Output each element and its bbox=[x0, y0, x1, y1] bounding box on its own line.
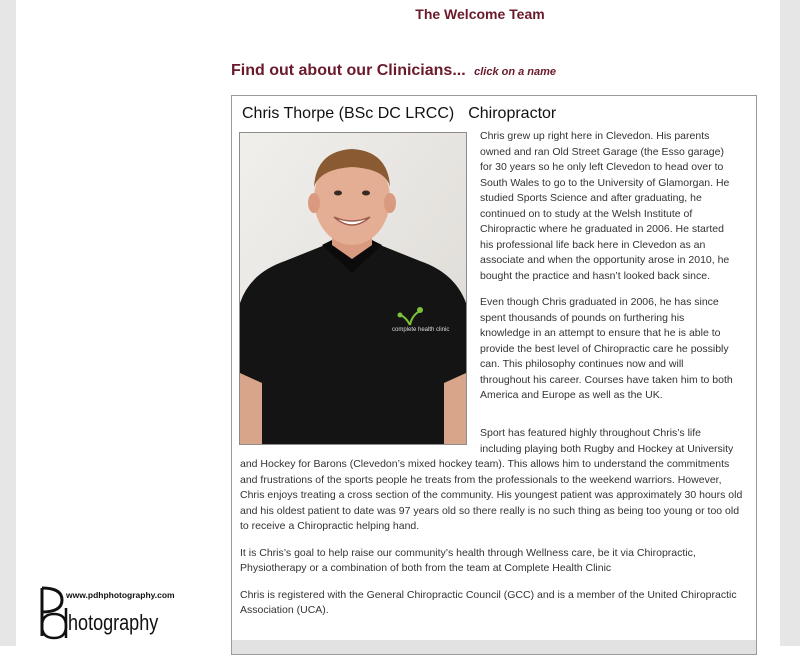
page-title: The Welcome Team bbox=[415, 6, 545, 22]
clinician-title bbox=[242, 105, 556, 123]
bio-intro bbox=[480, 129, 736, 415]
photographer-watermark bbox=[38, 584, 175, 640]
clinician-profile-card bbox=[231, 95, 757, 655]
bio-paragraph-goal: It is Chris’s goal to help raise our community’s health through Wellness care, be it via Chiropractic, Physiotherapy or a combination of both from the team at Complete Health Clinic bbox=[240, 546, 696, 574]
card-footer-bar bbox=[232, 640, 756, 654]
clinician-role: Chiropractor bbox=[468, 105, 557, 122]
clinicians-heading bbox=[231, 62, 556, 80]
clinicians-hint: click on a name bbox=[474, 66, 557, 78]
bio-paragraph-sport bbox=[240, 426, 744, 535]
clinicians-heading-text: Find out about our Clinicians... bbox=[231, 62, 466, 79]
bio-sport-start: Sport has featured highly throughout Chris’s life including playing both Rugby and Hockey at University bbox=[480, 427, 734, 455]
clinician-portrait-image bbox=[240, 133, 466, 444]
watermark-url: www.pdhphotography.com bbox=[66, 590, 175, 600]
bio-paragraph-registration: Chris is registered with the General Chiropractic Council (GCC) and is a member of the United Chiropractic Association (UCA). bbox=[240, 588, 737, 616]
watermark-word: hotography bbox=[68, 610, 159, 635]
bio-continued bbox=[240, 426, 744, 630]
left-page-rail bbox=[0, 0, 16, 646]
bio-paragraph: Chris grew up right here in Clevedon. His parents owned and ran Old Street Garage (the Esso garage) for 30 years so he only left Clevedon to head over to South Wales to go to the University of Glamorgan. He studied Sports Science and after graduating, he continued on to study at the Welsh Institute of Chiropractic where he graduated in 2006. He started his professional life back here in Clevedon as an associate and when the opportunity arose in 2010, he bought the practice and hasn’t looked back since. bbox=[480, 130, 730, 282]
clinician-name: Chris Thorpe (BSc DC LRCC) bbox=[242, 105, 455, 122]
right-page-rail bbox=[780, 0, 800, 646]
bio-sport-rest: and Hockey for Barons (Clevedon’s mixed hockey team). This allows him to understand the commitments and frustrations of the sports people he treats from the professionals to the weekend warriors. However, Chris enjoys treating a cross section of the community. His youngest patient was approximately 30 hours old and his oldest patient to date was 97 years old so there really is no such thing as being too young or too old to receive a Chiropractic helping hand. bbox=[240, 458, 743, 532]
shirt-logo-text: complete health clinic bbox=[392, 327, 450, 333]
clinician-photo bbox=[239, 132, 467, 445]
bio-paragraph: Even though Chris graduated in 2006, he has since spent thousands of pounds on furthering his knowledge in an attempt to ensure that he is able to provide the best level of Chiropractic care he possibly can. This philosophy continues now and will throughout his career. Courses have taken him to both America and Europe as well as the UK. bbox=[480, 296, 733, 401]
